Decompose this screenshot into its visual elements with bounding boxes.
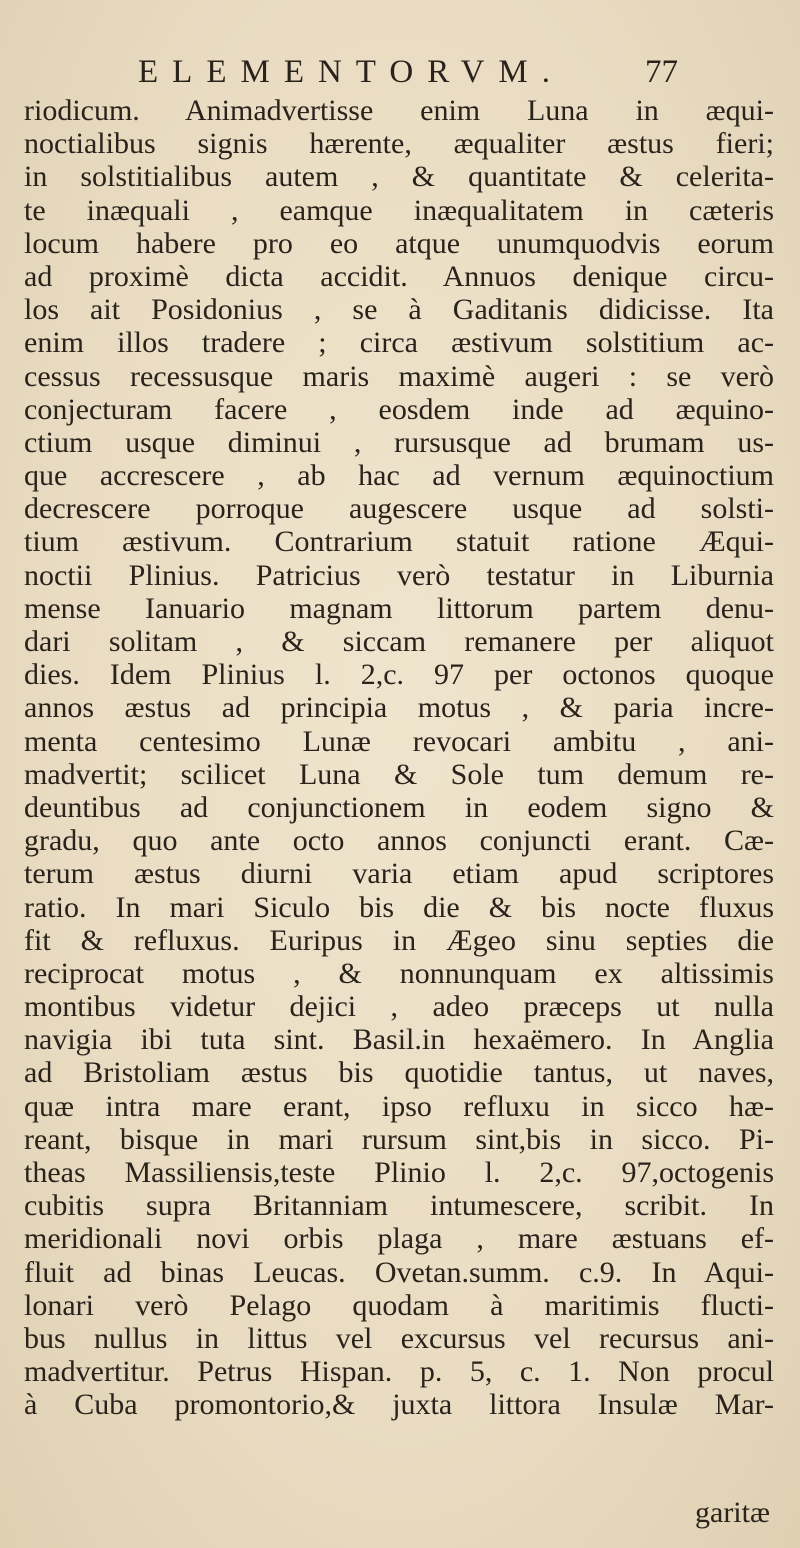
- text-line: terum æstus diurni varia etiam apud scriptores: [24, 857, 774, 891]
- text-line: locum habere pro eo atque unumquodvis eorum: [24, 226, 774, 260]
- text-line: dari solitam , & siccam remanere per aliquot: [24, 625, 774, 658]
- text-line: tium æstivum. Contrarium statuit ratione Æqui-: [24, 525, 774, 559]
- text-line: ad proximè dicta accidit. Annuos denique circu-: [24, 259, 774, 293]
- page-header: [138, 52, 678, 92]
- text-line: madvertitur. Petrus Hispan. p. 5, c. 1. Non procul: [24, 1355, 774, 1389]
- text-line: menta centesimo Lunæ revocari ambitu , ani-: [24, 724, 774, 758]
- text-line: noctialibus signis hærente, æqualiter æstus fieri;: [24, 127, 774, 161]
- text-line: reant, bisque in mari rursum sint,bis in sicco. Pi-: [24, 1122, 774, 1156]
- running-head: ELEMENTORVM.: [138, 54, 564, 90]
- text-line: madvertit; scilicet Luna & Sole tum demum re-: [24, 757, 774, 791]
- text-line: cessus recessusque maris maximè augeri : se verò: [24, 359, 774, 393]
- text-line: gradu, quo ante octo annos conjuncti erant. Cæ-: [24, 824, 774, 858]
- text-line: dies. Idem Plinius l. 2,c. 97 per octonos quoque: [24, 658, 774, 692]
- text-line: annos æstus ad principia motus , & paria incre-: [24, 691, 774, 725]
- text-line: te inæquali , eamque inæqualitatem in cæteris: [24, 193, 774, 227]
- text-line: ratio. In mari Siculo bis die & bis nocte fluxus: [24, 890, 774, 924]
- text-line: bus nullus in littus vel excursus vel recursus ani-: [24, 1321, 774, 1355]
- text-line: conjecturam facere , eosdem inde ad æquino-: [24, 392, 774, 426]
- text-line: que accrescere , ab hac ad vernum æquinoctium: [24, 459, 774, 493]
- text-line: decrescere porroque augescere usque ad solsti-: [24, 492, 774, 526]
- text-line: riodicum. Animadvertisse enim Luna in æqui-: [24, 94, 774, 127]
- text-line: enim illos tradere ; circa æstivum solstitium ac-: [24, 326, 774, 360]
- text-line: deuntibus ad conjunctionem in eodem signo &: [24, 790, 774, 824]
- text-line: ad Bristoliam æstus bis quotidie tantus, ut naves,: [24, 1056, 774, 1090]
- text-line: navigia ibi tuta sint. Basil.in hexaëmero. In Anglia: [24, 1023, 774, 1057]
- page-number: 77: [645, 54, 678, 90]
- text-line: à Cuba promontorio,& juxta littora Insulæ Mar-: [24, 1388, 774, 1422]
- text-line: noctii Plinius. Patricius verò testatur in Liburnia: [24, 558, 774, 592]
- text-line: fit & refluxus. Euripus in Ægeo sinu septies die: [24, 923, 774, 957]
- text-line: reciprocat motus , & nonnunquam ex altissimis: [24, 956, 774, 990]
- text-line: mense Ianuario magnam littorum partem denu-: [24, 591, 774, 625]
- text-line: quæ intra mare erant, ipso refluxu in sicco hæ-: [24, 1089, 774, 1123]
- text-line: ctium usque diminui , rursusque ad brumam us-: [24, 425, 774, 459]
- text-line: los ait Posidonius , se à Gaditanis didicisse. Ita: [24, 293, 774, 327]
- body-text: [24, 94, 774, 1422]
- text-line: meridionali novi orbis plaga , mare æstuans ef-: [24, 1222, 774, 1256]
- text-line: montibus videtur dejici , adeo præceps ut nulla: [24, 990, 774, 1024]
- catchword: garitæ: [695, 1496, 770, 1529]
- text-line: in solstitialibus autem , & quantitate & celerita-: [24, 160, 774, 194]
- text-line: theas Massiliensis,teste Plinio l. 2,c. 97,octogenis: [24, 1156, 774, 1189]
- text-line: cubitis supra Britanniam intumescere, scribit. In: [24, 1189, 774, 1223]
- text-line: fluit ad binas Leucas. Ovetan.summ. c.9. In Aqui-: [24, 1255, 774, 1289]
- text-line: lonari verò Pelago quodam à maritimis flucti-: [24, 1288, 774, 1322]
